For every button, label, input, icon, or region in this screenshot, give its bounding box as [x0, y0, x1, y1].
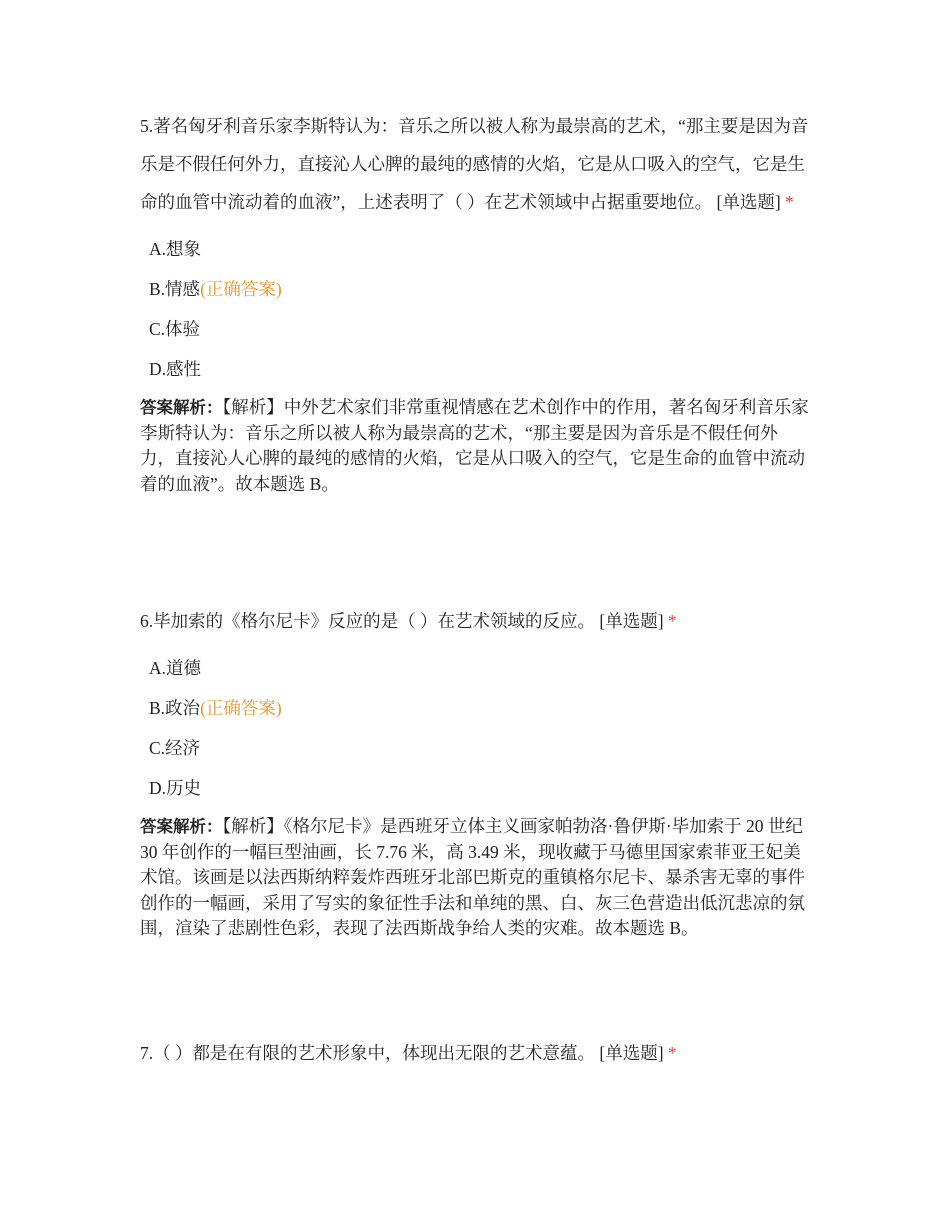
answer-analysis: [140, 814, 812, 942]
option-label: A.道德: [149, 658, 202, 678]
option-label: C.体验: [149, 319, 201, 339]
option-b[interactable]: [140, 269, 812, 309]
option-label: A.想象: [149, 239, 202, 259]
option-list: [140, 229, 812, 389]
option-d[interactable]: [140, 768, 812, 808]
analysis-label: 答案解析：: [140, 817, 223, 836]
required-star: *: [785, 192, 794, 212]
question-stem: [140, 1034, 812, 1072]
option-list: [140, 648, 812, 808]
question-6: [140, 602, 812, 942]
option-d[interactable]: [140, 349, 812, 389]
analysis-text: 【解析】《格尔尼卡》是西班牙立体主义画家帕勃洛·鲁伊斯·毕加索于 20 世纪 30 年创作的一幅巨型油画，长 7.76 米，高 3.49 米，现收藏于马德里国家索菲亚王妃美术馆。该画是以法西斯纳粹轰炸西班牙北部巴斯克的重镇格尔尼卡、暴杀害无辜的事件创作的一幅画，采用了写实的象征性手法和单纯的黑、白、灰三色营造出低沉悲凉的氛围，渲染了悲剧性色彩，表现了法西斯战争给人类的灾难。故本题选 B。: [140, 816, 805, 938]
option-c[interactable]: [140, 728, 812, 768]
question-7: [140, 1034, 812, 1072]
option-a[interactable]: [140, 648, 812, 688]
question-5: [140, 107, 812, 497]
option-a[interactable]: [140, 229, 812, 269]
question-number: 5.: [140, 116, 154, 136]
question-text: （ ）都是在有限的艺术形象中，体现出无限的艺术意蕴。: [153, 1043, 595, 1063]
question-number: 6.: [140, 611, 154, 631]
option-b[interactable]: [140, 688, 812, 728]
question-text: 著名匈牙利音乐家李斯特认为：音乐之所以被人称为最崇高的艺术，“那主要是因为音乐是不假任何外力，直接沁人心脾的最纯的感情的火焰，它是从口吸入的空气，它是生命的血管中流动着的血液”，上述表明了（ ）在艺术领域中占据重要地位。: [140, 116, 809, 212]
required-star: *: [667, 611, 677, 631]
analysis-text: 【解析】中外艺术家们非常重视情感在艺术创作中的作用，著名匈牙利音乐家李斯特认为：音乐之所以被人称为最崇高的艺术，“那主要是因为音乐是不假任何外力，直接沁人心脾的最纯的感情的火焰，它是从口吸入的空气，它是生命的血管中流动着的血液”。故本题选 B。: [140, 397, 809, 494]
correct-answer-mark: (正确答案): [200, 698, 282, 718]
option-label: B.情感: [149, 279, 201, 299]
analysis-label: 答案解析：: [140, 398, 223, 417]
option-label: C.经济: [149, 738, 201, 758]
question-stem: [140, 602, 812, 640]
question-type-tag: [单选题]: [716, 192, 781, 212]
answer-analysis: [140, 395, 812, 497]
question-type-tag: [单选题]: [599, 1043, 664, 1063]
question-number: 7.: [140, 1043, 154, 1063]
option-label: B.政治: [149, 698, 201, 718]
question-stem: [140, 107, 812, 221]
required-star: *: [667, 1043, 677, 1063]
option-label: D.历史: [149, 778, 202, 798]
option-label: D.感性: [149, 359, 202, 379]
question-text: 毕加索的《格尔尼卡》反应的是（ ）在艺术领域的反应。: [153, 611, 595, 631]
correct-answer-mark: (正确答案): [200, 279, 282, 299]
question-type-tag: [单选题]: [599, 611, 664, 631]
option-c[interactable]: [140, 309, 812, 349]
